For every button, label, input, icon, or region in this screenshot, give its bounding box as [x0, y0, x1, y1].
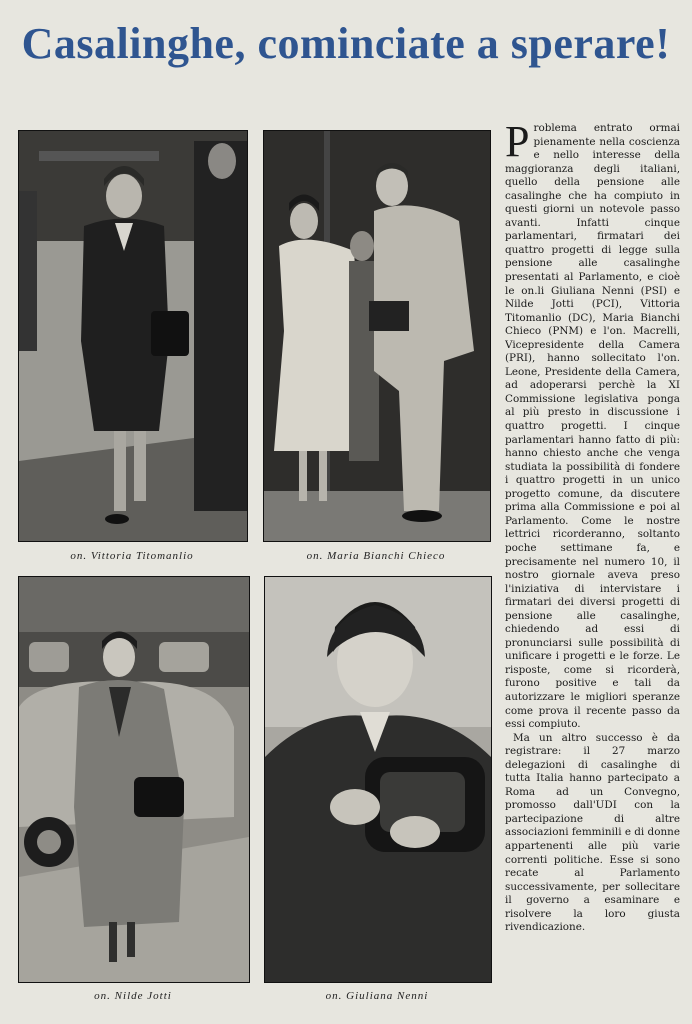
- photo-nilde-jotti: [18, 576, 250, 983]
- caption-photo4: on. Giuliana Nenni: [325, 990, 429, 1002]
- photo-giuliana-nenni: [264, 576, 492, 983]
- drop-cap: P: [505, 122, 530, 166]
- article-paragraph-1-text: roblema entrato ormai pienamente nella coscienza e nello interesse della maggioranza degli italiani, quello della pensione alle casalinghe che ha compiuto in questi giorni un notevole passo avanti. Infatti cinque parlamentari, firmatari dei quattro progetti di legge sulla pensione alle casalinghe presentati al Parlamento, e cioè le on.li Giuliana Nenni (PSI) e Nilde Jotti (PCI), Vittoria Titomanlio (DC), Maria Bianchi Chieco (PNM) e l'on. Macrelli, Vicepresidente della Camera (PRI), hanno sollecitato l'on. Leone, Presidente della Camera, ad adoperarsi perchè la XI Commissione legislativa ponga al più presto in discussione i quattro progetti. I cinque parlamentari hanno fatto di più: hanno chiesto anche che venga studiata la possibilità di fondere i quattro progetti in un unico progetto comune, da discutere prima alla Commissione e poi al Parlamento. Come le nostre lettrici ricorderanno, soltanto poche settimane fa, e precisamente nel numero 10, il nostro giornale aveva preso l'iniziativa di intervistare i firmatari dei diversi progetti di pensione alle casalinghe, chiedendo ad essi di pronunciarsi sulle possibilità di unificare i progetti e le forze. Le risposte, come si ricorderà, furono positive e tali da autorizzare le migliori speranze come prova il recente passo da essi compiuto.: [505, 122, 680, 731]
- article-paragraph-1: [505, 122, 680, 732]
- headline: Casalinghe, cominciate a sperare!: [21, 19, 671, 68]
- article-body: [505, 122, 680, 1007]
- photo-maria-bianchi-chieco: [263, 130, 491, 542]
- article-paragraph-2: Ma un altro successo è da registrare: il 27 marzo delegazioni di casalinghe di tutta Italia hanno partecipato a Roma ad un Convegno, promosso dall'UDI con la partecipazione di altre associazioni femminili e di donne appartenenti alle più varie correnti politiche. Esse si sono recate al Parlamento successivamente, per sollecitare il governo a esaminare e risolvere la loro giusta rivendicazione.: [505, 731, 680, 934]
- photo-vittoria-titomanlio: [18, 130, 248, 542]
- caption-photo1: on. Vittoria Titomanlio: [70, 550, 194, 562]
- caption-photo2: on. Maria Bianchi Chieco: [306, 550, 446, 562]
- caption-photo3: on. Nilde Jotti: [94, 990, 172, 1002]
